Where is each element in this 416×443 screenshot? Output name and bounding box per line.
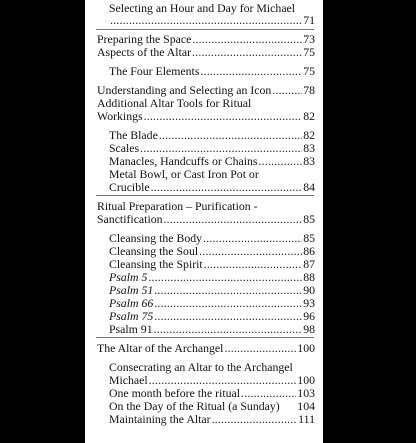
toc-entry (109, 65, 315, 78)
dot-leader (224, 342, 296, 355)
toc-entry (97, 342, 315, 355)
toc-entry-title: Consecrating an Altar to the Archangel (109, 360, 293, 374)
toc-page-number: 83 (303, 154, 315, 168)
toc-entry-title: Scales (109, 141, 140, 155)
dot-leader (144, 110, 303, 123)
toc-entry (97, 213, 315, 226)
section-divider (96, 195, 314, 196)
toc-page-number: 98 (303, 322, 315, 336)
toc-entry-title: Psalm 66 (109, 296, 154, 310)
toc-entry-title: On the Day of the Ritual (a Sunday) (109, 399, 280, 413)
dot-leader (154, 284, 302, 297)
toc-page-number: 111 (298, 412, 315, 426)
toc-page-number: 82 (303, 109, 315, 123)
toc-entry-title: Selecting an Hour and Day for Michael (109, 1, 296, 15)
toc-entry-title: Additional Altar Tools for Ritual (97, 96, 252, 110)
toc-entry-title: Metal Bowl, or Cast Iron Pot or (109, 167, 259, 181)
toc-page-number: 86 (303, 244, 315, 258)
toc-page-number: 90 (303, 283, 315, 297)
dot-leader (259, 155, 303, 168)
dot-leader (204, 258, 302, 271)
toc-page-number: 104 (297, 399, 315, 413)
toc-entry-title: The Four Elements (109, 64, 200, 78)
toc-entry-title: Psalm 51 (109, 283, 154, 297)
toc-entry-title: Psalm 5 (109, 270, 148, 284)
dot-leader (148, 271, 302, 284)
toc-entry-title: One month before the ritual (109, 386, 241, 400)
toc-page-number: 71 (303, 13, 315, 27)
dot-leader (192, 46, 302, 59)
dot-leader (151, 181, 303, 194)
dot-leader (159, 129, 302, 142)
toc-entry-title: Crucible (109, 180, 150, 194)
toc-entry-title: Manacles, Handcuffs or Chains (109, 154, 258, 168)
toc-page-number: 88 (303, 270, 315, 284)
toc-entry-title: Aspects of the Altar (97, 45, 192, 59)
toc-page-number: 84 (303, 180, 315, 194)
toc-page-number: 85 (303, 231, 315, 245)
dot-leader (272, 84, 302, 97)
dot-leader (164, 213, 303, 226)
dot-leader (154, 323, 303, 336)
toc-entry-title: Psalm 75 (109, 309, 154, 323)
toc-entry (109, 129, 315, 142)
toc-entry-title: Ritual Preparation – Purification - (97, 199, 258, 213)
dot-leader (154, 297, 302, 310)
toc-page-number: 78 (303, 83, 315, 97)
toc-entry-title: Preparing the Space (97, 32, 192, 46)
dot-leader (192, 33, 302, 46)
toc-page-number: 96 (303, 309, 315, 323)
toc-page-number: 82 (303, 128, 315, 142)
dot-leader (200, 65, 302, 78)
section-divider (96, 29, 314, 30)
toc-entry-title: Psalm 91 (109, 322, 153, 336)
toc-entry (109, 413, 315, 426)
toc-entry-title: Cleansing the Body (109, 231, 203, 245)
toc-entry-title: Cleansing the Soul (109, 244, 199, 258)
dot-leader (203, 232, 302, 245)
toc-entry (109, 181, 315, 194)
toc-page-number: 75 (303, 64, 315, 78)
toc-page-number: 87 (303, 257, 315, 271)
toc-page-number: 73 (303, 32, 315, 46)
toc-entry-title: Michael (109, 373, 148, 387)
dot-leader (154, 310, 302, 323)
toc-entry (97, 110, 315, 123)
dot-leader (212, 413, 298, 426)
toc-entry-title: Understanding and Selecting an Icon (97, 83, 272, 97)
toc-entry-title: The Blade (109, 128, 158, 142)
toc-page-number: 75 (303, 45, 315, 59)
section-divider (96, 337, 314, 338)
toc-page-number: 100 (297, 341, 315, 355)
toc-entry (109, 14, 315, 27)
dot-leader (199, 245, 302, 258)
toc-entry (97, 46, 315, 59)
toc-entry-title: The Altar of the Archangel (97, 341, 224, 355)
toc-entry-title: Workings (97, 109, 143, 123)
document-page (85, 0, 323, 443)
toc-entry-title: Sanctification (97, 212, 163, 226)
dot-leader (110, 14, 302, 27)
toc-page-number: 103 (297, 386, 315, 400)
toc-page-number: 93 (303, 296, 315, 310)
toc-entry-title: Maintaining the Altar (109, 412, 211, 426)
toc-entry (109, 323, 315, 336)
toc-entry-title: Cleansing the Spirit (109, 257, 203, 271)
toc-page-number: 83 (303, 141, 315, 155)
toc-page-number: 85 (303, 212, 315, 226)
toc-page-number: 100 (297, 373, 315, 387)
